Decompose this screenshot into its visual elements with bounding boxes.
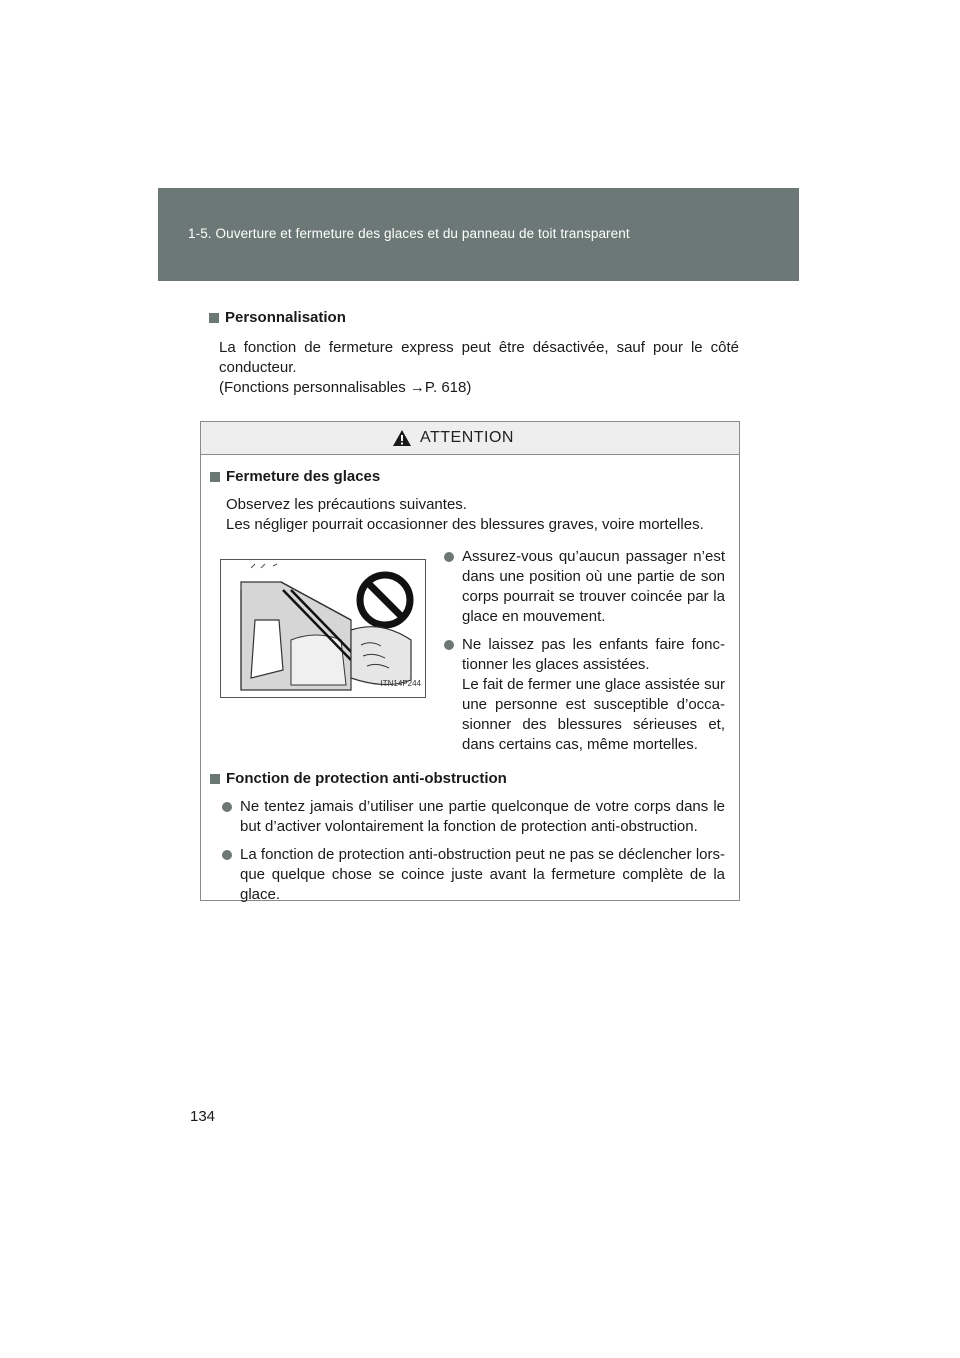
personalization-body [209,338,739,398]
windows-closing-intro [210,495,725,535]
square-bullet-icon [210,774,220,784]
list-item [222,845,725,905]
bullet-dot-icon [222,850,232,860]
list-item [222,797,725,837]
warning-triangle-icon [392,429,412,447]
personalization-line: La fonction de fermeture express peut être désactivée, sauf pour le côté conducteur. [219,339,739,376]
intro-line: Observez les précautions suivantes. [226,496,467,513]
bullet-text: La fonction de protection anti-obstruction peut ne pas se déclencher lors-que quelque chose se coince juste avant la fermeture complète de la glace. [240,846,725,903]
windows-closing-heading [210,467,725,487]
list-item [444,547,725,627]
anti-pinch-bullets [210,797,725,905]
figure-code: ITN14P244 [380,679,421,688]
window-pinch-illustration [220,559,426,698]
personalization-line: (Fonctions personnalisables →P. 618) [219,379,472,396]
personalization-section [209,308,739,398]
chapter-title: 1-5. Ouverture et fermeture des glaces et du panneau de toit transparent [188,226,630,241]
figure-row [210,547,725,763]
chapter-header-band [158,188,799,281]
bullet-text: Ne tentez jamais d’utiliser une partie quelconque de votre corps dans le but d’activer volontairement la fonction de protection anti-obstruction. [240,798,725,835]
personalization-heading-text: Personnalisation [225,309,346,326]
square-bullet-icon [210,472,220,482]
attention-body [201,455,739,905]
square-bullet-icon [209,313,219,323]
intro-line: Les négliger pourrait occasionner des blessures graves, voire mortelles. [226,516,704,533]
attention-title: ATTENTION [420,429,514,446]
anti-pinch-heading [210,769,725,789]
bullet-dot-icon [444,640,454,650]
attention-header [201,422,739,455]
figure-bullets [444,547,725,763]
windows-closing-heading-text: Fermeture des glaces [226,468,381,485]
anti-pinch-heading-text: Fonction de protection anti-obstruction [226,770,507,787]
page-number: 134 [190,1108,216,1125]
bullet-dot-icon [444,552,454,562]
bullet-dot-icon [222,802,232,812]
list-item [444,635,725,755]
bullet-text: Ne laissez pas les enfants faire fonc-tionner les glaces assistées. [462,636,725,673]
bullet-text: Le fait de fermer une glace assistée sur une personne est susceptible d’occa-sionner des blessures sérieuses et, dans certains cas, même mortelles. [462,676,725,753]
attention-box [200,421,740,901]
bullet-text: Assurez-vous qu’aucun passager n’est dans une position où une partie de son corps pourrait se trouver coincée par la glace en mouvement. [462,548,725,625]
personalization-heading [209,308,739,328]
